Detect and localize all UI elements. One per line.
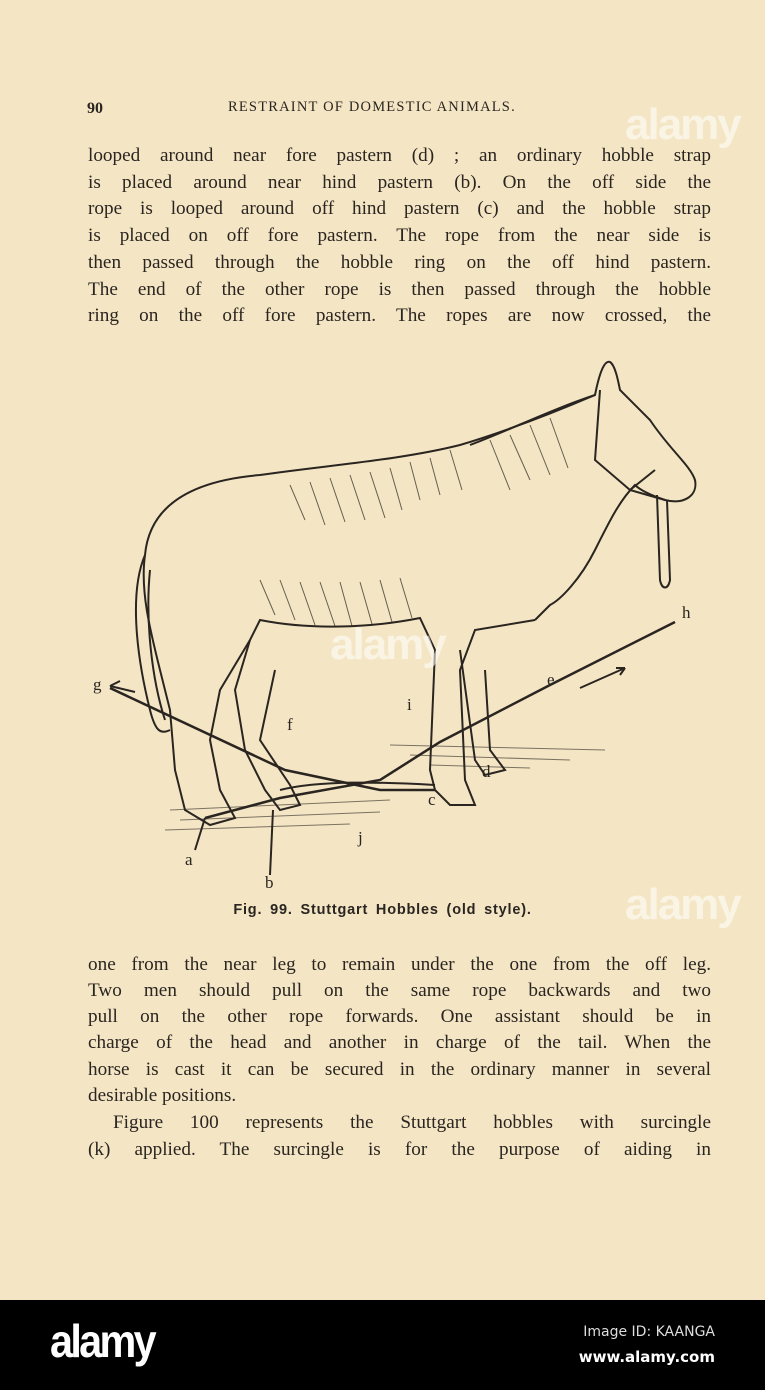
site-url[interactable]: www.alamy.com — [578, 1348, 715, 1366]
paragraph-line: looped around near fore pastern (d) ; an ordinary hobble strap — [88, 145, 711, 166]
paragraph-line: desirable positions. — [88, 1085, 237, 1106]
figure-label-d: d — [482, 762, 491, 781]
paragraph-line: (k) applied. The surcingle is for the purpose of aiding in — [88, 1139, 711, 1160]
figure-label-f: f — [287, 715, 293, 734]
paragraph-line: pull on the other rope forwards. One assistant should be in — [88, 1006, 711, 1027]
watermark: alamy — [625, 880, 740, 929]
paragraph-line: ring on the off fore pastern. The ropes are now crossed, the — [88, 305, 711, 326]
figure-label-h: h — [682, 603, 691, 622]
figure-label-j: j — [358, 828, 363, 847]
watermark: alamy — [625, 100, 740, 149]
figure-caption: Fig. 99. Stuttgart Hobbles (old style). — [233, 902, 532, 918]
watermark: alamy — [330, 620, 445, 669]
paragraph-line: then passed through the hobble ring on the off hind pastern. — [88, 252, 711, 273]
paragraph-line: horse is cast it can be secured in the ordinary manner in several — [88, 1059, 711, 1080]
figure-label-b: b — [265, 873, 274, 892]
figure-label-i: i — [407, 695, 412, 714]
figure-label-a: a — [185, 850, 193, 869]
paragraph-line: Two men should pull on the same rope backwards and two — [88, 980, 711, 1001]
image-id: Image ID: KAANGA — [583, 1324, 715, 1340]
paragraph-line: one from the near leg to remain under the one from the off leg. — [88, 954, 711, 975]
page-number: 90 — [87, 100, 103, 117]
alamy-logo: alamy — [50, 1315, 154, 1367]
figure-label-e: e — [547, 670, 555, 689]
paragraph-line: The end of the other rope is then passed through the hobble — [88, 279, 711, 300]
paragraph-line: charge of the head and another in charge of the tail. When the — [88, 1032, 711, 1053]
figure-label-g: g — [93, 675, 102, 694]
paragraph-line: rope is looped around off hind pastern (c) and the hobble strap — [88, 198, 711, 219]
paragraph-line: is placed around near hind pastern (b). On the off side the — [88, 172, 711, 193]
running-title: RESTRAINT OF DOMESTIC ANIMALS. — [228, 99, 516, 115]
paragraph-line: is placed on off fore pastern. The rope from the near side is — [88, 225, 711, 246]
paragraph-line: Figure 100 represents the Stuttgart hobbles with surcingle — [113, 1112, 711, 1133]
figure-label-c: c — [428, 790, 436, 809]
footer-bar — [0, 1300, 765, 1390]
